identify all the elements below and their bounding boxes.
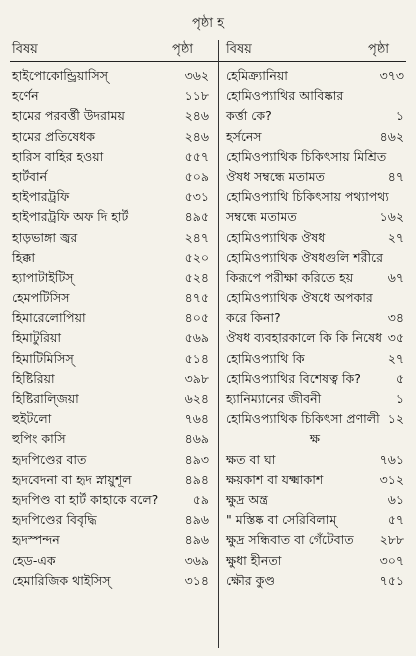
entry-subject: হিমাটুরিয়া xyxy=(12,330,61,346)
entry-page-number: ৩১৪ xyxy=(184,572,209,588)
index-entry xyxy=(12,288,209,308)
entry-subject: হাইপারট্রফি অফ দি হার্ট xyxy=(12,209,129,225)
index-entry xyxy=(226,86,404,106)
index-entry xyxy=(12,147,209,167)
entry-page-number: ৪৯৩ xyxy=(184,451,209,467)
index-entry xyxy=(12,490,209,510)
entry-page-number: ১ xyxy=(395,391,404,406)
entry-page-number: ২৪৬ xyxy=(184,108,209,124)
entry-page-number: ৫৩১ xyxy=(184,189,209,205)
entry-subject: হেমপটিসিস xyxy=(12,290,70,306)
entry-subject: হৃদবেদনা বা হৃদ স্নায়ুশূল xyxy=(12,471,132,487)
entry-page-number: ২৭ xyxy=(387,350,404,366)
entry-subject: ক্ষয়কাশ বা যক্ষ্মাকাশ xyxy=(226,471,324,487)
index-entry xyxy=(226,127,404,147)
left-index-column xyxy=(12,66,209,591)
index-entry xyxy=(226,147,404,167)
entry-page-number: ২৮৮ xyxy=(379,532,404,548)
index-entry xyxy=(12,167,209,187)
index-entry xyxy=(226,551,404,571)
index-entry xyxy=(12,510,209,530)
entry-page-number: ৫২০ xyxy=(184,249,209,265)
entry-subject: হেড-এক xyxy=(12,552,56,568)
entry-subject: করে কিনা? xyxy=(226,310,281,326)
entry-subject: হারিস বাহির হওয়া xyxy=(12,148,104,164)
entry-page-number: ২৭ xyxy=(387,229,404,245)
entry-page-number: ৫০৯ xyxy=(184,168,209,184)
entry-subject: হোমিওপ্যাথিক ঔষধ xyxy=(226,229,326,245)
entry-subject: হর্ণেন xyxy=(12,88,39,104)
index-entry xyxy=(226,349,404,369)
index-entry xyxy=(226,409,404,429)
entry-subject: হার্টবার্ন xyxy=(12,168,48,184)
entry-page-number: ৩১২ xyxy=(379,471,404,487)
index-entry xyxy=(226,66,404,86)
entry-page-number: ৩৯৮ xyxy=(184,370,209,386)
index-entry xyxy=(12,349,209,369)
entry-subject: হোমিওপ্যাথিক চিকিৎসায় মিশ্রিত xyxy=(226,148,387,164)
entry-subject: কিরূপে পরীক্ষা করিতে হয় xyxy=(226,269,354,285)
entry-page-number: ৩৭৩ xyxy=(379,68,404,83)
entry-subject: হোমিওপ্যাথির আবিষ্কার xyxy=(226,88,344,104)
entry-subject: হাইপারট্রফি xyxy=(12,189,70,205)
entry-subject: হ্যানিম্যানের জীবনী xyxy=(226,391,322,406)
entry-subject: কর্ত্তা কে? xyxy=(226,108,272,124)
index-entry xyxy=(226,207,404,227)
entry-subject: হর্সনেস xyxy=(226,128,262,144)
entry-page-number: ৫৬৯ xyxy=(184,330,209,346)
entry-page-number: ৬২৪ xyxy=(184,391,209,406)
right-subject-heading: বিষয় xyxy=(226,42,252,57)
index-entry xyxy=(12,248,209,268)
entry-page-number: ৪৯৬ xyxy=(184,532,209,548)
entry-subject: হিক্কা xyxy=(12,249,35,265)
left-page-heading: পৃষ্ঠা xyxy=(172,42,194,57)
entry-subject: হিষ্টিরাল্জিয়া xyxy=(12,391,79,406)
index-entry xyxy=(12,369,209,389)
entry-subject: হোমিওপ্যাথি চিকিৎসায় পথ্যাপথ্য xyxy=(226,189,389,205)
entry-page-number: ৫ xyxy=(395,370,404,386)
entry-subject: হিমারেলোপিয়া xyxy=(12,310,86,326)
entry-subject: হিষ্টিরিয়া xyxy=(12,370,55,386)
entry-subject: হুইটলো xyxy=(12,411,52,427)
index-entry xyxy=(12,389,209,409)
index-entry xyxy=(12,308,209,328)
entry-page-number: ১৬২ xyxy=(379,209,404,225)
index-entry xyxy=(12,127,209,147)
entry-page-number: ৫৭ xyxy=(387,512,404,528)
entry-subject: হ্যাপাটাইটিস্ xyxy=(12,269,74,285)
entry-subject: হৃদপিণ্ডের বিবৃদ্ধি xyxy=(12,512,97,528)
index-entry xyxy=(12,106,209,126)
entry-page-number: ৪০৫ xyxy=(184,310,209,326)
page-header: পৃষ্ঠা হ xyxy=(191,16,225,31)
entry-subject: হামের পরবর্ত্তী উদরাময় xyxy=(12,108,125,124)
index-entry xyxy=(226,490,404,510)
entry-page-number: ৪৯৬ xyxy=(184,512,209,528)
entry-subject: হাড়ভাঙ্গা জ্বর xyxy=(12,229,78,245)
index-entry xyxy=(226,228,404,248)
entry-subject: ক্ষুদ্র সন্ধিবাত বা গেঁটেবাত xyxy=(226,532,354,548)
index-entry xyxy=(12,450,209,470)
index-entry xyxy=(12,268,209,288)
entry-subject: হেমিক্র্যানিয়া xyxy=(226,68,288,83)
entry-page-number: ৫৫৭ xyxy=(184,148,209,164)
entry-subject: হোমিওপ্যাথিক ঔষধে অপকার xyxy=(226,290,373,306)
index-entry xyxy=(12,429,209,449)
entry-subject: হোমিওপ্যাথি কি xyxy=(226,350,305,366)
entry-subject: সম্বন্ধে মতামত xyxy=(226,209,297,225)
index-entry xyxy=(12,207,209,227)
entry-subject: হুপিং কাসি xyxy=(12,431,66,447)
entry-subject: " মস্তিষ্ক বা সেরিবিলাম্ xyxy=(226,512,337,528)
index-entry xyxy=(226,571,404,591)
entry-page-number: ১১৮ xyxy=(184,88,209,104)
index-entry xyxy=(226,450,404,470)
index-entry xyxy=(226,288,404,308)
entry-subject: ক্ষ xyxy=(309,431,321,447)
entry-subject: ক্ষুধা হীনতা xyxy=(226,552,282,568)
index-entry xyxy=(226,470,404,490)
entry-page-number: ৩৪ xyxy=(387,310,404,326)
index-entry xyxy=(12,530,209,550)
column-divider xyxy=(218,40,219,648)
entry-page-number: ১ xyxy=(395,108,404,124)
entry-page-number: ১২ xyxy=(387,411,404,427)
index-entry xyxy=(12,409,209,429)
index-entry xyxy=(226,248,404,268)
entry-page-number: ৬১ xyxy=(387,491,404,507)
entry-page-number: ৪৭ xyxy=(387,168,404,184)
entry-page-number: ৪৭৫ xyxy=(184,290,209,306)
index-entry xyxy=(226,369,404,389)
entry-page-number: ৩৫ xyxy=(387,330,404,346)
entry-page-number: ৭৬৪ xyxy=(184,411,209,427)
index-entry xyxy=(226,429,404,449)
index-entry xyxy=(12,470,209,490)
entry-subject: ঔষধ ব্যবহারকালে কি কি নিষেধ xyxy=(226,330,382,346)
index-entry xyxy=(226,389,404,409)
header-divider xyxy=(10,61,406,62)
entry-page-number: ২৪৬ xyxy=(184,128,209,144)
entry-page-number: ৭৫১ xyxy=(379,572,404,588)
entry-page-number: ৪৯৪ xyxy=(184,471,209,487)
index-entry xyxy=(226,328,404,348)
index-entry xyxy=(226,510,404,530)
entry-page-number: ৩০৭ xyxy=(379,552,404,568)
entry-subject: ঔষধ সম্বন্ধে মতামত xyxy=(226,168,325,184)
entry-page-number: ৩৬৯ xyxy=(184,552,209,568)
index-entry xyxy=(12,571,209,591)
index-entry xyxy=(12,328,209,348)
index-entry xyxy=(226,530,404,550)
right-index-column xyxy=(226,66,404,591)
entry-subject: হোমিওপ্যাথিক ঔষধগুলি শরীরে xyxy=(226,249,383,265)
index-entry xyxy=(226,308,404,328)
entry-subject: হৃদস্পন্দন xyxy=(12,532,60,548)
entry-subject: হৃদপিণ্ড বা হার্ট কাহাকে বলে? xyxy=(12,491,159,507)
entry-page-number: ৫৯ xyxy=(192,491,209,507)
left-subject-heading: বিষয় xyxy=(12,42,38,57)
entry-subject: হেমারিজিক থাইসিস্ xyxy=(12,572,111,588)
entry-subject: হৃদপিণ্ডের বাত xyxy=(12,451,87,467)
entry-page-number: ৩৬২ xyxy=(184,68,209,83)
index-entry xyxy=(12,86,209,106)
entry-subject: হাইপোকোন্ড্রিয়াসিস্ xyxy=(12,68,109,83)
index-entry xyxy=(226,167,404,187)
entry-page-number: ৬৭ xyxy=(387,269,404,285)
right-page-heading: পৃষ্ঠা xyxy=(368,42,390,57)
entry-page-number: ৪৯৫ xyxy=(184,209,209,225)
index-entry xyxy=(226,106,404,126)
index-entry xyxy=(12,228,209,248)
entry-page-number: ৫১৪ xyxy=(184,350,209,366)
entry-subject: হামের প্রতিষেধক xyxy=(12,128,95,144)
entry-subject: হোমিওপ্যাথিক চিকিৎসা প্রণালী xyxy=(226,411,380,427)
entry-subject: হোমিওপ্যাথির বিশেষত্ব কি? xyxy=(226,370,361,386)
entry-page-number: ২৪৭ xyxy=(184,229,209,245)
index-entry xyxy=(12,551,209,571)
index-entry xyxy=(12,187,209,207)
entry-page-number: ৫২৪ xyxy=(184,269,209,285)
index-entry xyxy=(226,268,404,288)
entry-subject: ক্ষুদ্র অন্ত্র xyxy=(226,491,268,507)
entry-page-number: ৪৬২ xyxy=(379,128,404,144)
entry-page-number: ৪৬৯ xyxy=(184,431,209,447)
index-entry xyxy=(12,66,209,86)
index-entry xyxy=(226,187,404,207)
entry-page-number: ৭৬১ xyxy=(379,451,404,467)
entry-subject: ক্ষত বা ঘা xyxy=(226,451,276,467)
entry-subject: হিমাটিমিসিস্ xyxy=(12,350,74,366)
entry-subject: ক্ষৌর কুণ্ড xyxy=(226,572,275,588)
